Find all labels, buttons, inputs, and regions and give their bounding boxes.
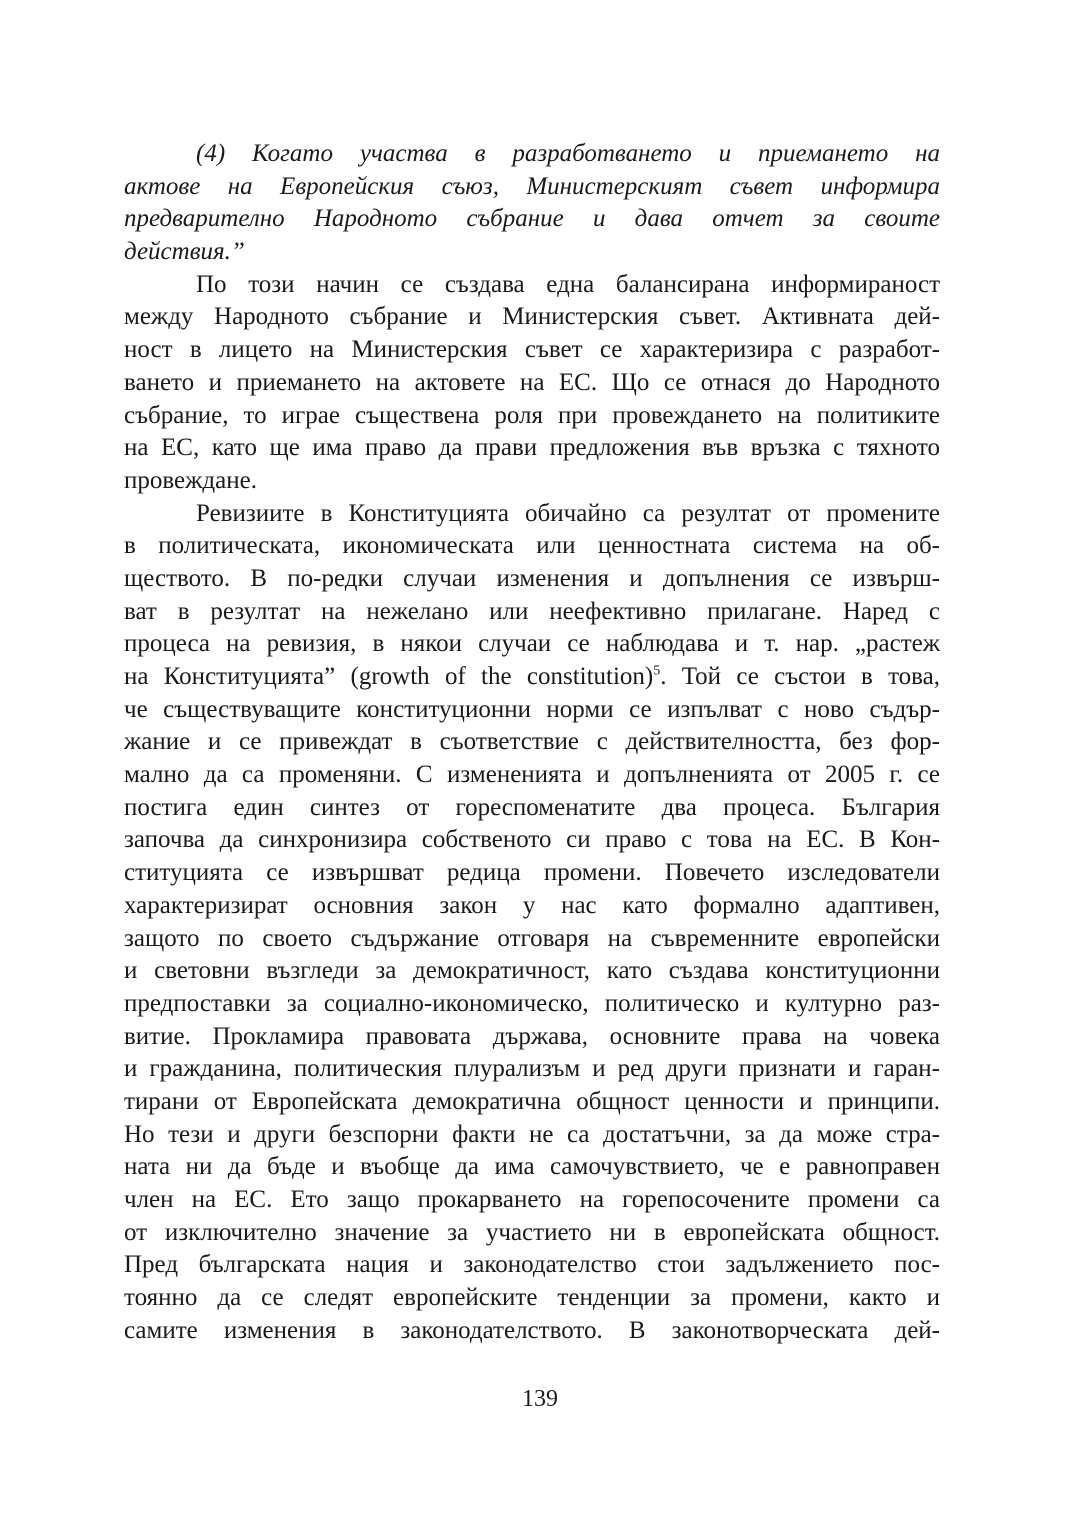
paragraph-line: мално да са променяни. С измененията и допълненията от 2005 г. се — [124, 761, 940, 789]
paragraph-line-with-footnote — [124, 661, 940, 694]
paragraph-line: ществото. В по-редки случаи изменения и допълнения се извърш- — [124, 564, 940, 592]
footnote-reference[interactable]: 5 — [653, 663, 661, 679]
paragraph-line: член на ЕС. Ето защо прокарването на горепосочените промени са — [124, 1186, 940, 1213]
footnote-line-text-before: на Конституцията” (growth of the constitution) — [124, 663, 654, 690]
quote-line: предварително Народното събрание и дава отчет за своите — [124, 205, 940, 233]
quote-line: (4) Когато участва в разработването и приемането на — [196, 140, 940, 167]
footnote-line-text-after: . Той се състои в това, — [660, 663, 940, 690]
paragraph-line: че съществуващите конституционни норми се изпълват с ново съдър- — [124, 695, 940, 723]
paragraph-line: и световни възгледи за демократичност, като създава конституционни — [124, 957, 940, 985]
paragraph-line: между Народното събрание и Министерския съвет. Активната дей- — [124, 303, 940, 331]
page-body — [124, 138, 940, 1347]
paragraph-line: Но тези и други безспорни факти не са достатъчни, за да може стра- — [124, 1120, 940, 1148]
paragraph-line: събрание, то играе съществена роля при провеждането на политиките — [124, 401, 940, 429]
paragraph-line: ването и приемането на актовете на ЕС. Що се отнася до Народното — [124, 368, 940, 396]
paragraph-line: процеса на ревизия, в някои случаи се наблюдава и т. нар. „растеж — [124, 630, 940, 658]
paragraph-line: започва да синхронизира собственото си право с това на ЕС. В Кон- — [124, 826, 940, 854]
paragraph-line: защото по своето съдържание отговаря на съвременните европейски — [124, 924, 940, 952]
paragraph-line: ституцията се извършват редица промени. Повечето изследователи — [124, 859, 940, 887]
paragraph-constitution-revisions — [124, 498, 940, 1348]
quoted-provision — [124, 138, 940, 269]
paragraph-line: постига един синтез от гореспоменатите два процеса. България — [124, 793, 940, 821]
paragraph-line: провеждане. — [124, 466, 257, 494]
paragraph-line: и гражданина, политическия плурализъм и ред други признати и гаран- — [124, 1055, 940, 1083]
paragraph-line: тирани от Европейската демократична общност ценности и принципи. — [124, 1087, 940, 1115]
quote-line: действия.” — [124, 238, 245, 266]
paragraph-line: от изключително значение за участието ни в европейската общност. — [124, 1218, 940, 1246]
paragraph-line: в политическата, икономическата или ценностната система на об- — [124, 532, 940, 560]
page-number: 139 — [522, 1386, 558, 1412]
paragraph-line: ват в резултат на нежелано или неефективно прилагане. Наред с — [124, 597, 940, 625]
paragraph-line: тоянно да се следят европейските тенденции за промени, както и — [124, 1284, 940, 1312]
paragraph-line: ната ни да бъде и въобще да има самочувствието, че е равноправен — [124, 1153, 940, 1181]
paragraph-line: Пред българската нация и законодателство стои задължението пос- — [124, 1251, 940, 1279]
paragraph-line: характеризират основния закон у нас като формално адаптивен, — [124, 891, 940, 919]
paragraph-line: Ревизиите в Конституцията обичайно са резултат от промените — [196, 499, 940, 527]
paragraph-balanced-information — [124, 269, 940, 498]
paragraph-line: предпоставки за социално-икономическо, политическо и културно раз- — [124, 989, 940, 1017]
paragraph-line: ност в лицето на Министерския съвет се характеризира с разработ- — [124, 336, 940, 364]
quote-line: актове на Европейския съюз, Министерският съвет информира — [124, 172, 940, 200]
paragraph-line: на ЕС, като ще има право да прави предложения във връзка с тяхното — [124, 434, 940, 462]
paragraph-line: жание и се привеждат в съответствие с действителността, без фор- — [124, 728, 940, 756]
paragraph-line: По този начин се създава една балансирана информираност — [196, 270, 940, 298]
paragraph-line: самите изменения в законодателството. В законотворческата дей- — [124, 1316, 940, 1344]
paragraph-line: витие. Прокламира правовата държава, основните права на човека — [124, 1022, 940, 1050]
